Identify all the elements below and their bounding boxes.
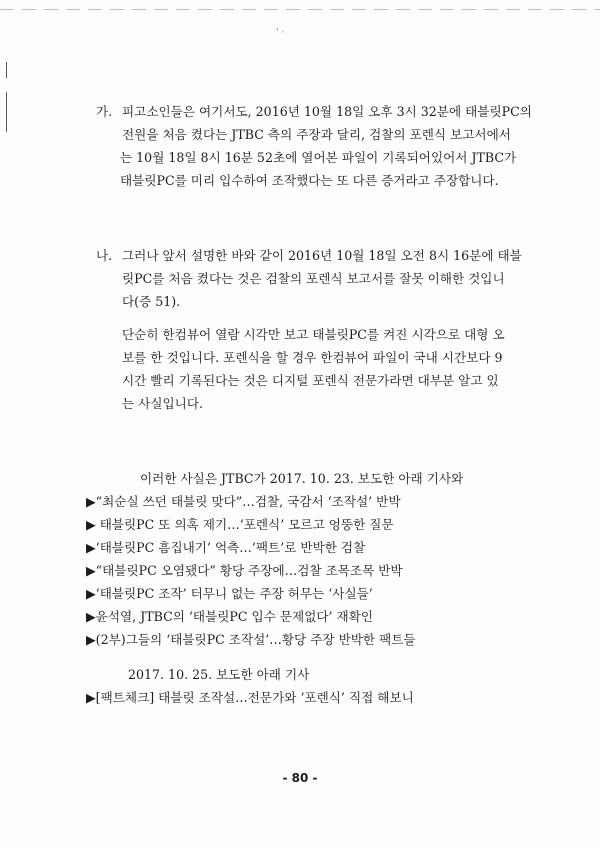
scan-top-edge (0, 9, 600, 10)
article-item: ▶(2부)그들의 ‘태블릿PC 조작설’…황당 주장 반박한 팩트들 (86, 632, 416, 647)
paragraph-line: 태블릿PC를 미리 입수하여 조작했다는 또 다른 증거라고 주장합니다. (120, 173, 499, 188)
articles-1023-lead: 이러한 사실은 JTBC가 2017. 10. 23. 보도한 아래 기사와 (140, 471, 464, 486)
section-na-paragraph (122, 244, 522, 313)
paragraph-line: 시간 빨리 기록된다는 것은 디지털 포렌식 전문가라면 대부분 알고 있 (122, 373, 499, 388)
scan-edge-mark (6, 92, 7, 132)
paragraph-line: 보를 한 것입니다. 포렌식을 할 경우 한컴뷰어 파일이 국내 시간보다 9 (122, 350, 503, 365)
article-item: ▶‘태블릿PC 흠집내기’ 억측…‘팩트’로 반박한 검찰 (86, 540, 366, 555)
article-item: ▶“태블릿PC 오염됐다” 황당 주장에…검찰 조목조목 반박 (86, 563, 403, 578)
section-na-subparagraph (122, 323, 505, 415)
section-ga-marker: 가. (96, 104, 113, 119)
scan-edge-mark (6, 62, 7, 78)
section-ga-paragraph (122, 100, 532, 192)
paragraph-line: 그러나 앞서 설명한 바와 같이 2016년 10월 18일 오전 8시 16분에 태블 (122, 248, 522, 263)
articles-1023-list (86, 490, 416, 651)
paragraph-line: 다(증 51). (122, 294, 181, 309)
scan-speck: ' · (276, 28, 285, 38)
article-item: ▶윤석열, JTBC의 ‘태블릿PC 입수 문제없다’ 재확인 (86, 609, 374, 624)
section-na-marker: 나. (96, 248, 113, 263)
paragraph-line: 피고소인들은 여기서도, 2016년 10월 18일 오후 3시 32분에 태블릿PC의 (122, 104, 532, 119)
article-item: ▶ 태블릿PC 또 의혹 제기…‘포렌식’ 모르고 엉뚱한 질문 (86, 517, 394, 532)
paragraph-line: 전원을 처음 켰다는 JTBC 측의 주장과 달리, 검찰의 포렌식 보고서에서 (122, 127, 511, 142)
paragraph-line: 는 10월 18일 8시 16분 52초에 열어본 파일이 기록되어있어서 JTBC가 (120, 150, 517, 165)
article-item: ▶‘태블릿PC 조작’ 터무니 없는 주장 허무는 ‘사실들’ (86, 586, 373, 601)
paragraph-line: 단순히 한컴뷰어 열람 시각만 보고 태블릿PC를 켜진 시각으로 대형 오 (122, 327, 505, 342)
articles-1025-list (86, 686, 414, 709)
paragraph-line: 릿PC를 처음 켰다는 것은 검찰의 포렌식 보고서를 잘못 이해한 것입니 (122, 271, 505, 286)
articles-1025-lead: 2017. 10. 25. 보도한 아래 기사 (128, 667, 310, 682)
article-item: ▶[팩트체크] 태블릿 조작설…전문가와 ‘포렌식’ 직접 해보니 (86, 690, 414, 705)
page-number: - 80 - (282, 771, 318, 785)
article-item: ▶“최순실 쓰던 태블릿 맞다”…검찰, 국감서 ‘조작설’ 반박 (86, 494, 401, 509)
paragraph-line: 는 사실입니다. (122, 396, 203, 411)
